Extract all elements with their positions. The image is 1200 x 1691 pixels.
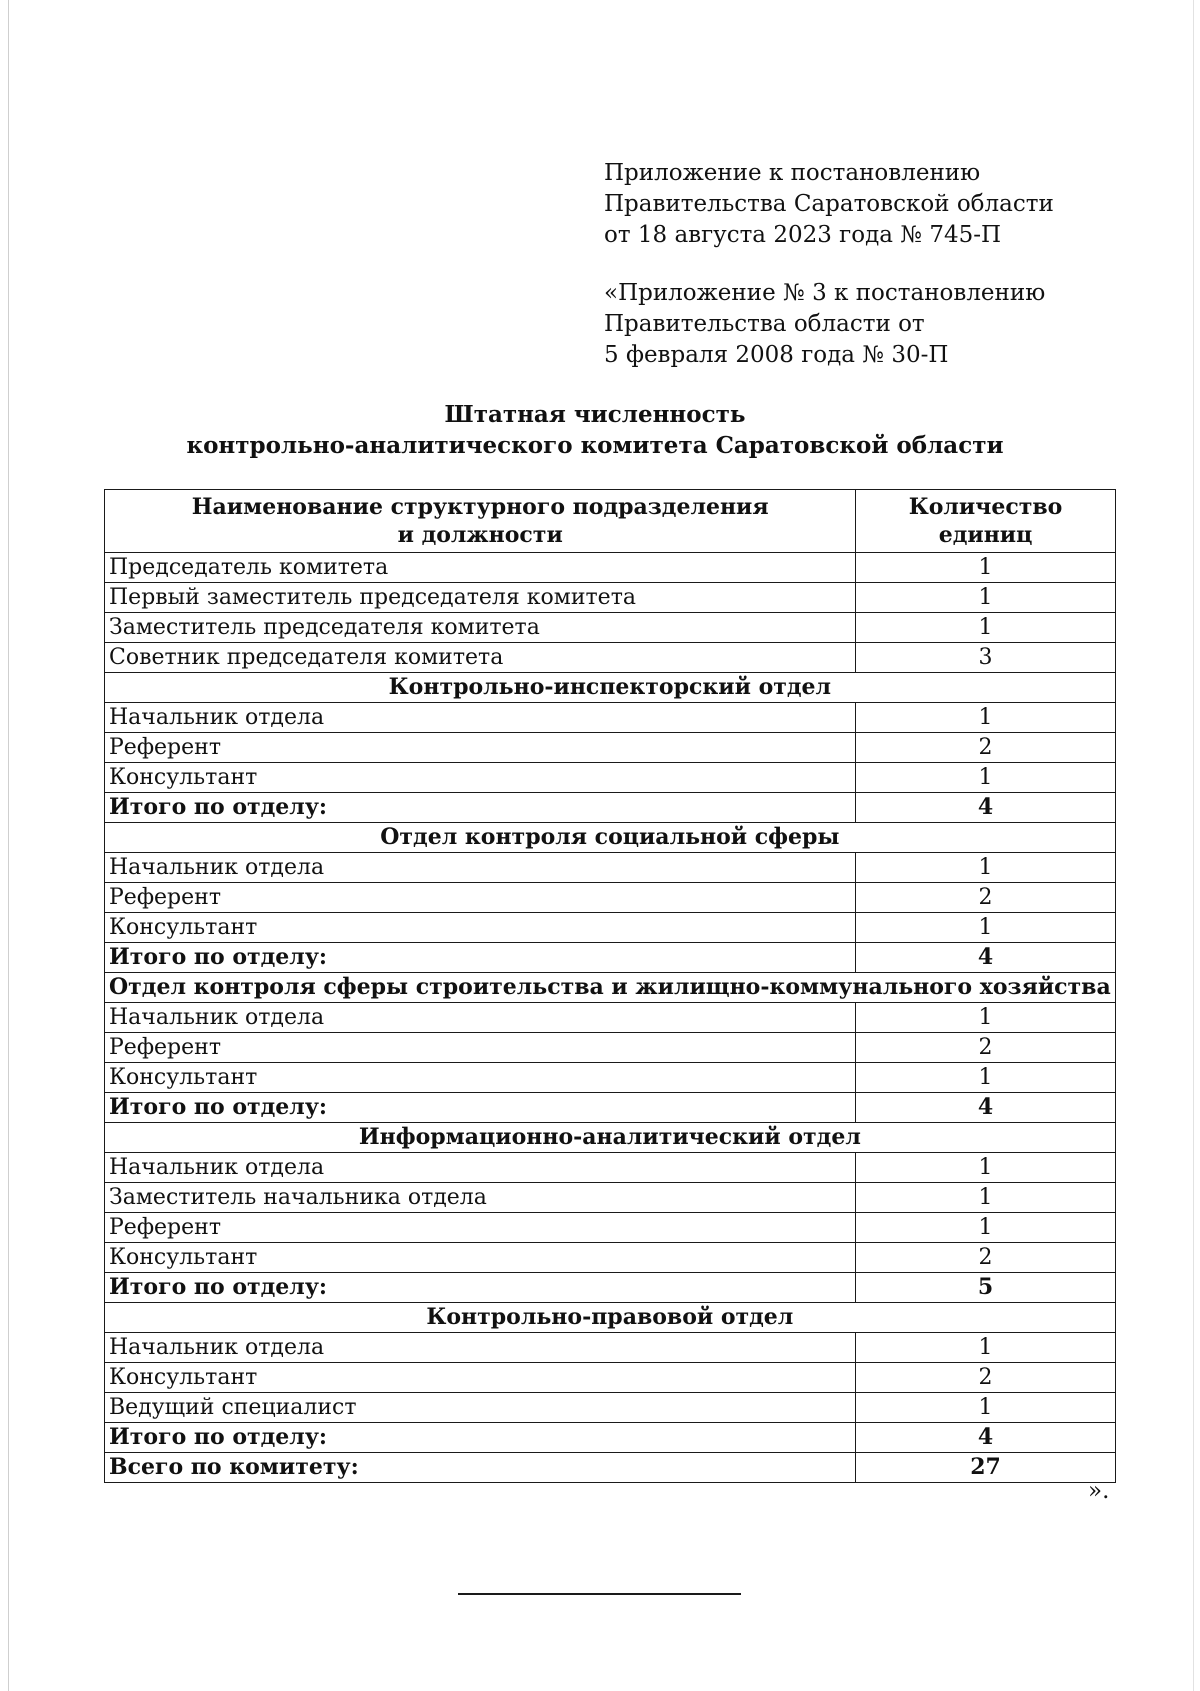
table-row	[105, 763, 1116, 793]
quantity-cell: 1	[856, 553, 1115, 583]
table-row	[105, 883, 1116, 913]
staffing-table	[104, 489, 1116, 1483]
appendix-line: Правительства Саратовской области	[604, 191, 1054, 217]
position-name-cell: Итого по отделу:	[105, 943, 856, 973]
quantity-cell: 1	[856, 763, 1115, 793]
position-name-cell: Начальник отдела	[105, 853, 856, 883]
header-quantity	[856, 490, 1115, 553]
section-header-row	[105, 823, 1116, 853]
quantity-cell: 1	[856, 853, 1115, 883]
total-row	[105, 943, 1116, 973]
scan-edge-right	[1193, 0, 1194, 1691]
position-name-cell: Консультант	[105, 763, 856, 793]
position-name-cell: Итого по отделу:	[105, 1273, 856, 1303]
table-row	[105, 1243, 1116, 1273]
quantity-cell: 2	[856, 883, 1115, 913]
position-name-cell: Консультант	[105, 1063, 856, 1093]
quantity-cell: 1	[856, 1393, 1115, 1423]
quantity-cell: 1	[856, 913, 1115, 943]
position-name-cell: Консультант	[105, 1243, 856, 1273]
position-name-cell: Консультант	[105, 1363, 856, 1393]
appendix-line: «Приложение № 3 к постановлению	[604, 280, 1046, 306]
section-header-row	[105, 1123, 1116, 1153]
appendix-line: 5 февраля 2008 года № 30-П	[604, 342, 949, 368]
title-line-1: Штатная численность	[444, 401, 746, 428]
appendix-line: Правительства области от	[604, 311, 925, 337]
section-header-row	[105, 1303, 1116, 1333]
section-title: Отдел контроля сферы строительства и жилищно-коммунального хозяйства	[105, 973, 1116, 1003]
section-title: Информационно-аналитический отдел	[105, 1123, 1116, 1153]
position-name-cell: Советник председателя комитета	[105, 643, 856, 673]
table-row	[105, 913, 1116, 943]
position-name-cell: Всего по комитету:	[105, 1453, 856, 1483]
quantity-cell: 2	[856, 733, 1115, 763]
scan-edge-left	[8, 0, 9, 1691]
quantity-cell: 4	[856, 1093, 1115, 1123]
table-row	[105, 1063, 1116, 1093]
table-row	[105, 853, 1116, 883]
quantity-cell: 1	[856, 583, 1115, 613]
quantity-cell: 1	[856, 1213, 1115, 1243]
quantity-cell: 1	[856, 1063, 1115, 1093]
quantity-cell: 1	[856, 1183, 1115, 1213]
position-name-cell: Начальник отдела	[105, 1003, 856, 1033]
quantity-cell: 3	[856, 643, 1115, 673]
position-name-cell: Референт	[105, 883, 856, 913]
table-body	[105, 553, 1116, 1483]
table-row	[105, 1363, 1116, 1393]
table-row	[105, 1033, 1116, 1063]
section-title: Контрольно-правовой отдел	[105, 1303, 1116, 1333]
table-row	[105, 1393, 1116, 1423]
quantity-cell: 2	[856, 1243, 1115, 1273]
header-qty-line-2: единиц	[938, 522, 1033, 548]
header-position-name	[105, 490, 856, 553]
table-row	[105, 1003, 1116, 1033]
total-row	[105, 1423, 1116, 1453]
section-title: Отдел контроля социальной сферы	[105, 823, 1116, 853]
appendix-block-current	[604, 158, 1054, 251]
position-name-cell: Председатель комитета	[105, 553, 856, 583]
header-name-line-1: Наименование структурного подразделения	[191, 494, 769, 520]
appendix-block-original	[604, 278, 1045, 371]
quantity-cell: 2	[856, 1363, 1115, 1393]
position-name-cell: Итого по отделу:	[105, 1423, 856, 1453]
title-line-2: контрольно-аналитического комитета Саратовской области	[186, 432, 1004, 459]
quantity-cell: 1	[856, 1003, 1115, 1033]
quantity-cell: 27	[856, 1453, 1115, 1483]
appendix-line: от 18 августа 2023 года № 745-П	[604, 222, 1002, 248]
table-row	[105, 703, 1116, 733]
section-title: Контрольно-инспекторский отдел	[105, 673, 1116, 703]
section-header-row	[105, 673, 1116, 703]
header-name-line-2: и должности	[397, 522, 563, 548]
position-name-cell: Заместитель председателя комитета	[105, 613, 856, 643]
table-row	[105, 1183, 1116, 1213]
quantity-cell: 4	[856, 1423, 1115, 1453]
position-name-cell: Начальник отдела	[105, 703, 856, 733]
position-name-cell: Начальник отдела	[105, 1333, 856, 1363]
appendix-line: Приложение к постановлению	[604, 160, 981, 186]
position-name-cell: Референт	[105, 1213, 856, 1243]
table-row	[105, 613, 1116, 643]
header-qty-line-1: Количество	[908, 494, 1063, 520]
quantity-cell: 1	[856, 1333, 1115, 1363]
section-header-row	[105, 973, 1116, 1003]
position-name-cell: Референт	[105, 733, 856, 763]
position-name-cell: Ведущий специалист	[105, 1393, 856, 1423]
table-row	[105, 733, 1116, 763]
table-row	[105, 1333, 1116, 1363]
quantity-cell: 1	[856, 703, 1115, 733]
table-row	[105, 1213, 1116, 1243]
table-header-row	[105, 490, 1116, 553]
position-name-cell: Заместитель начальника отдела	[105, 1183, 856, 1213]
position-name-cell: Первый заместитель председателя комитета	[105, 583, 856, 613]
total-row	[105, 793, 1116, 823]
total-row	[105, 1093, 1116, 1123]
table-row	[105, 583, 1116, 613]
position-name-cell: Консультант	[105, 913, 856, 943]
position-name-cell: Референт	[105, 1033, 856, 1063]
table-row	[105, 553, 1116, 583]
document-title	[100, 399, 1090, 461]
quantity-cell: 4	[856, 943, 1115, 973]
signature-line	[458, 1593, 741, 1595]
position-name-cell: Итого по отделу:	[105, 1093, 856, 1123]
position-name-cell: Итого по отделу:	[105, 793, 856, 823]
quantity-cell: 1	[856, 1153, 1115, 1183]
table-row	[105, 1153, 1116, 1183]
position-name-cell: Начальник отдела	[105, 1153, 856, 1183]
total-row	[105, 1453, 1116, 1483]
closing-quote-mark: ».	[1088, 1478, 1110, 1504]
quantity-cell: 4	[856, 793, 1115, 823]
quantity-cell: 2	[856, 1033, 1115, 1063]
total-row	[105, 1273, 1116, 1303]
quantity-cell: 1	[856, 613, 1115, 643]
quantity-cell: 5	[856, 1273, 1115, 1303]
table-row	[105, 643, 1116, 673]
